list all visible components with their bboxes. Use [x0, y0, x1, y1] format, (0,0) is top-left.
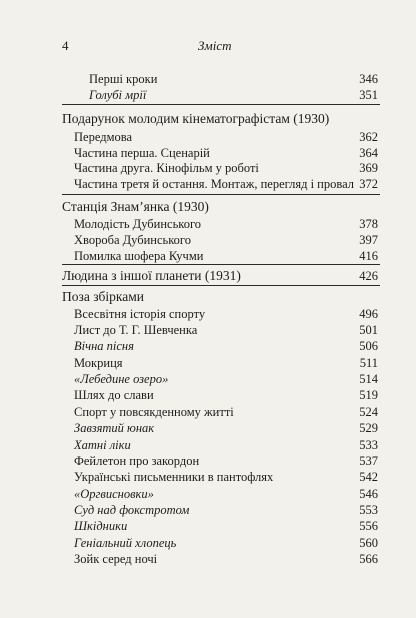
toc-entry-title: Мокриця: [74, 356, 123, 370]
toc-entry-page: 397: [359, 233, 378, 247]
toc-entry: [0, 371, 416, 387]
toc-entry-page: 524: [359, 405, 378, 419]
toc-entry-page: 542: [359, 470, 378, 484]
toc-entry-page: 514: [359, 372, 378, 386]
toc-entry-page: 511: [359, 356, 378, 370]
section-divider: [62, 285, 380, 286]
toc-entry-title: Зойк серед ночі: [74, 552, 158, 566]
toc-entry-page: 533: [359, 438, 378, 452]
toc-entry-page: 506: [359, 339, 378, 353]
toc-entry: [0, 71, 416, 87]
toc-entry-title: «Оргвисновки»: [74, 487, 154, 501]
toc-entry-page: 416: [359, 249, 378, 263]
toc-entry-page: 537: [359, 454, 378, 468]
toc-entry-title: Хвороба Дубинського: [74, 233, 191, 247]
toc-entry: [0, 551, 416, 567]
toc-entry: [0, 248, 416, 264]
toc-entry-page: 369: [359, 161, 378, 175]
toc-entry: [0, 87, 416, 103]
toc-entry: [0, 437, 416, 453]
toc-entry-title: Спорт у повсякденному житті: [74, 405, 234, 419]
toc-entry-title: Помилка шофера Кучми: [74, 249, 204, 263]
toc-entry-page: 566: [359, 552, 378, 566]
toc-entry: [0, 387, 416, 403]
toc-entry: [0, 453, 416, 469]
toc-section-title: Людина з іншої планети (1931): [62, 268, 241, 283]
toc-entry-title: Українські письменники в пантофлях: [74, 470, 274, 484]
toc-section-title: Подарунок молодим кінематографістам (1930): [62, 111, 330, 126]
toc-entry-title: «Лебедине озеро»: [74, 372, 169, 386]
toc-entry: [0, 355, 416, 371]
section-divider: [62, 194, 380, 195]
toc-entry-page: 372: [359, 177, 378, 191]
toc-entry: [0, 129, 416, 145]
toc-entry: [0, 145, 416, 161]
toc-entry-title: Молодість Дубинського: [74, 217, 202, 231]
running-title: Зміст: [198, 38, 232, 53]
toc-entry: [0, 338, 416, 354]
toc-entry-title: Всесвітня історія спорту: [74, 307, 206, 321]
toc-entry-title: Частина третя й остання. Монтаж, перегляд і провал: [74, 177, 354, 191]
toc-entry-page: 378: [359, 217, 378, 231]
toc-entry: [0, 404, 416, 420]
toc-entry: [0, 469, 416, 485]
toc-entry-title: Хатні ліки: [74, 438, 131, 452]
toc-entry-title: Шкідники: [74, 519, 128, 533]
toc-entry-page: 519: [359, 388, 378, 402]
toc-entry: [0, 535, 416, 551]
toc-entry: [0, 322, 416, 338]
toc-entry-title: Суд над фокстротом: [74, 503, 190, 517]
toc-entry: [0, 216, 416, 232]
toc-entry: [0, 306, 416, 322]
toc-entry-title: Завзятий юнак: [74, 421, 155, 435]
toc-entry-page: 351: [359, 88, 378, 102]
section-divider: [62, 264, 380, 265]
page-header: [62, 38, 416, 54]
toc-entry-page: 546: [359, 487, 378, 501]
toc-section-title: Станція Знам’янка (1930): [62, 199, 209, 214]
toc-entry: [0, 160, 416, 176]
toc-entry-page: 529: [359, 421, 378, 435]
toc-entry-title: Вічна пісня: [74, 339, 134, 353]
page-number: 4: [62, 38, 69, 53]
toc-entry-title: Голубі мрії: [89, 88, 147, 102]
toc-entry-page: 560: [359, 536, 378, 550]
toc-entry: [0, 486, 416, 502]
toc-entry-title: Частина друга. Кінофільм у роботі: [74, 161, 259, 175]
toc-entry-page: 501: [359, 323, 378, 337]
toc-entry: [0, 518, 416, 534]
toc-section-heading: [0, 199, 416, 215]
toc-entry: [0, 420, 416, 436]
toc-entry-title: Лист до Т. Г. Шевченка: [74, 323, 198, 337]
toc-entry-page: 364: [359, 146, 378, 160]
toc-entry-title: Геніальний хлопець: [74, 536, 177, 550]
toc-entry-title: Передмова: [74, 130, 133, 144]
toc-section-heading: [0, 268, 416, 284]
toc-section-title: Поза збірками: [62, 289, 145, 304]
toc-entry-page: 362: [359, 130, 378, 144]
toc-section-heading: [0, 111, 416, 127]
toc-entry-title: Фейлетон про закордон: [74, 454, 200, 468]
toc-entry-title: Частина перша. Сценарій: [74, 146, 210, 160]
section-divider: [62, 104, 380, 105]
toc-entry-page: 496: [359, 307, 378, 321]
toc-entry-page: 556: [359, 519, 378, 533]
toc-entry-title: Шлях до слави: [74, 388, 154, 402]
toc-entry: [0, 232, 416, 248]
toc-entry: [0, 176, 416, 192]
toc-entry-page: 553: [359, 503, 378, 517]
toc-entry-page: 426: [359, 269, 378, 283]
toc-entry-title: Перші кроки: [89, 72, 158, 86]
toc-section-heading: [0, 289, 416, 305]
toc-entry: [0, 502, 416, 518]
toc-entry-page: 346: [359, 72, 378, 86]
